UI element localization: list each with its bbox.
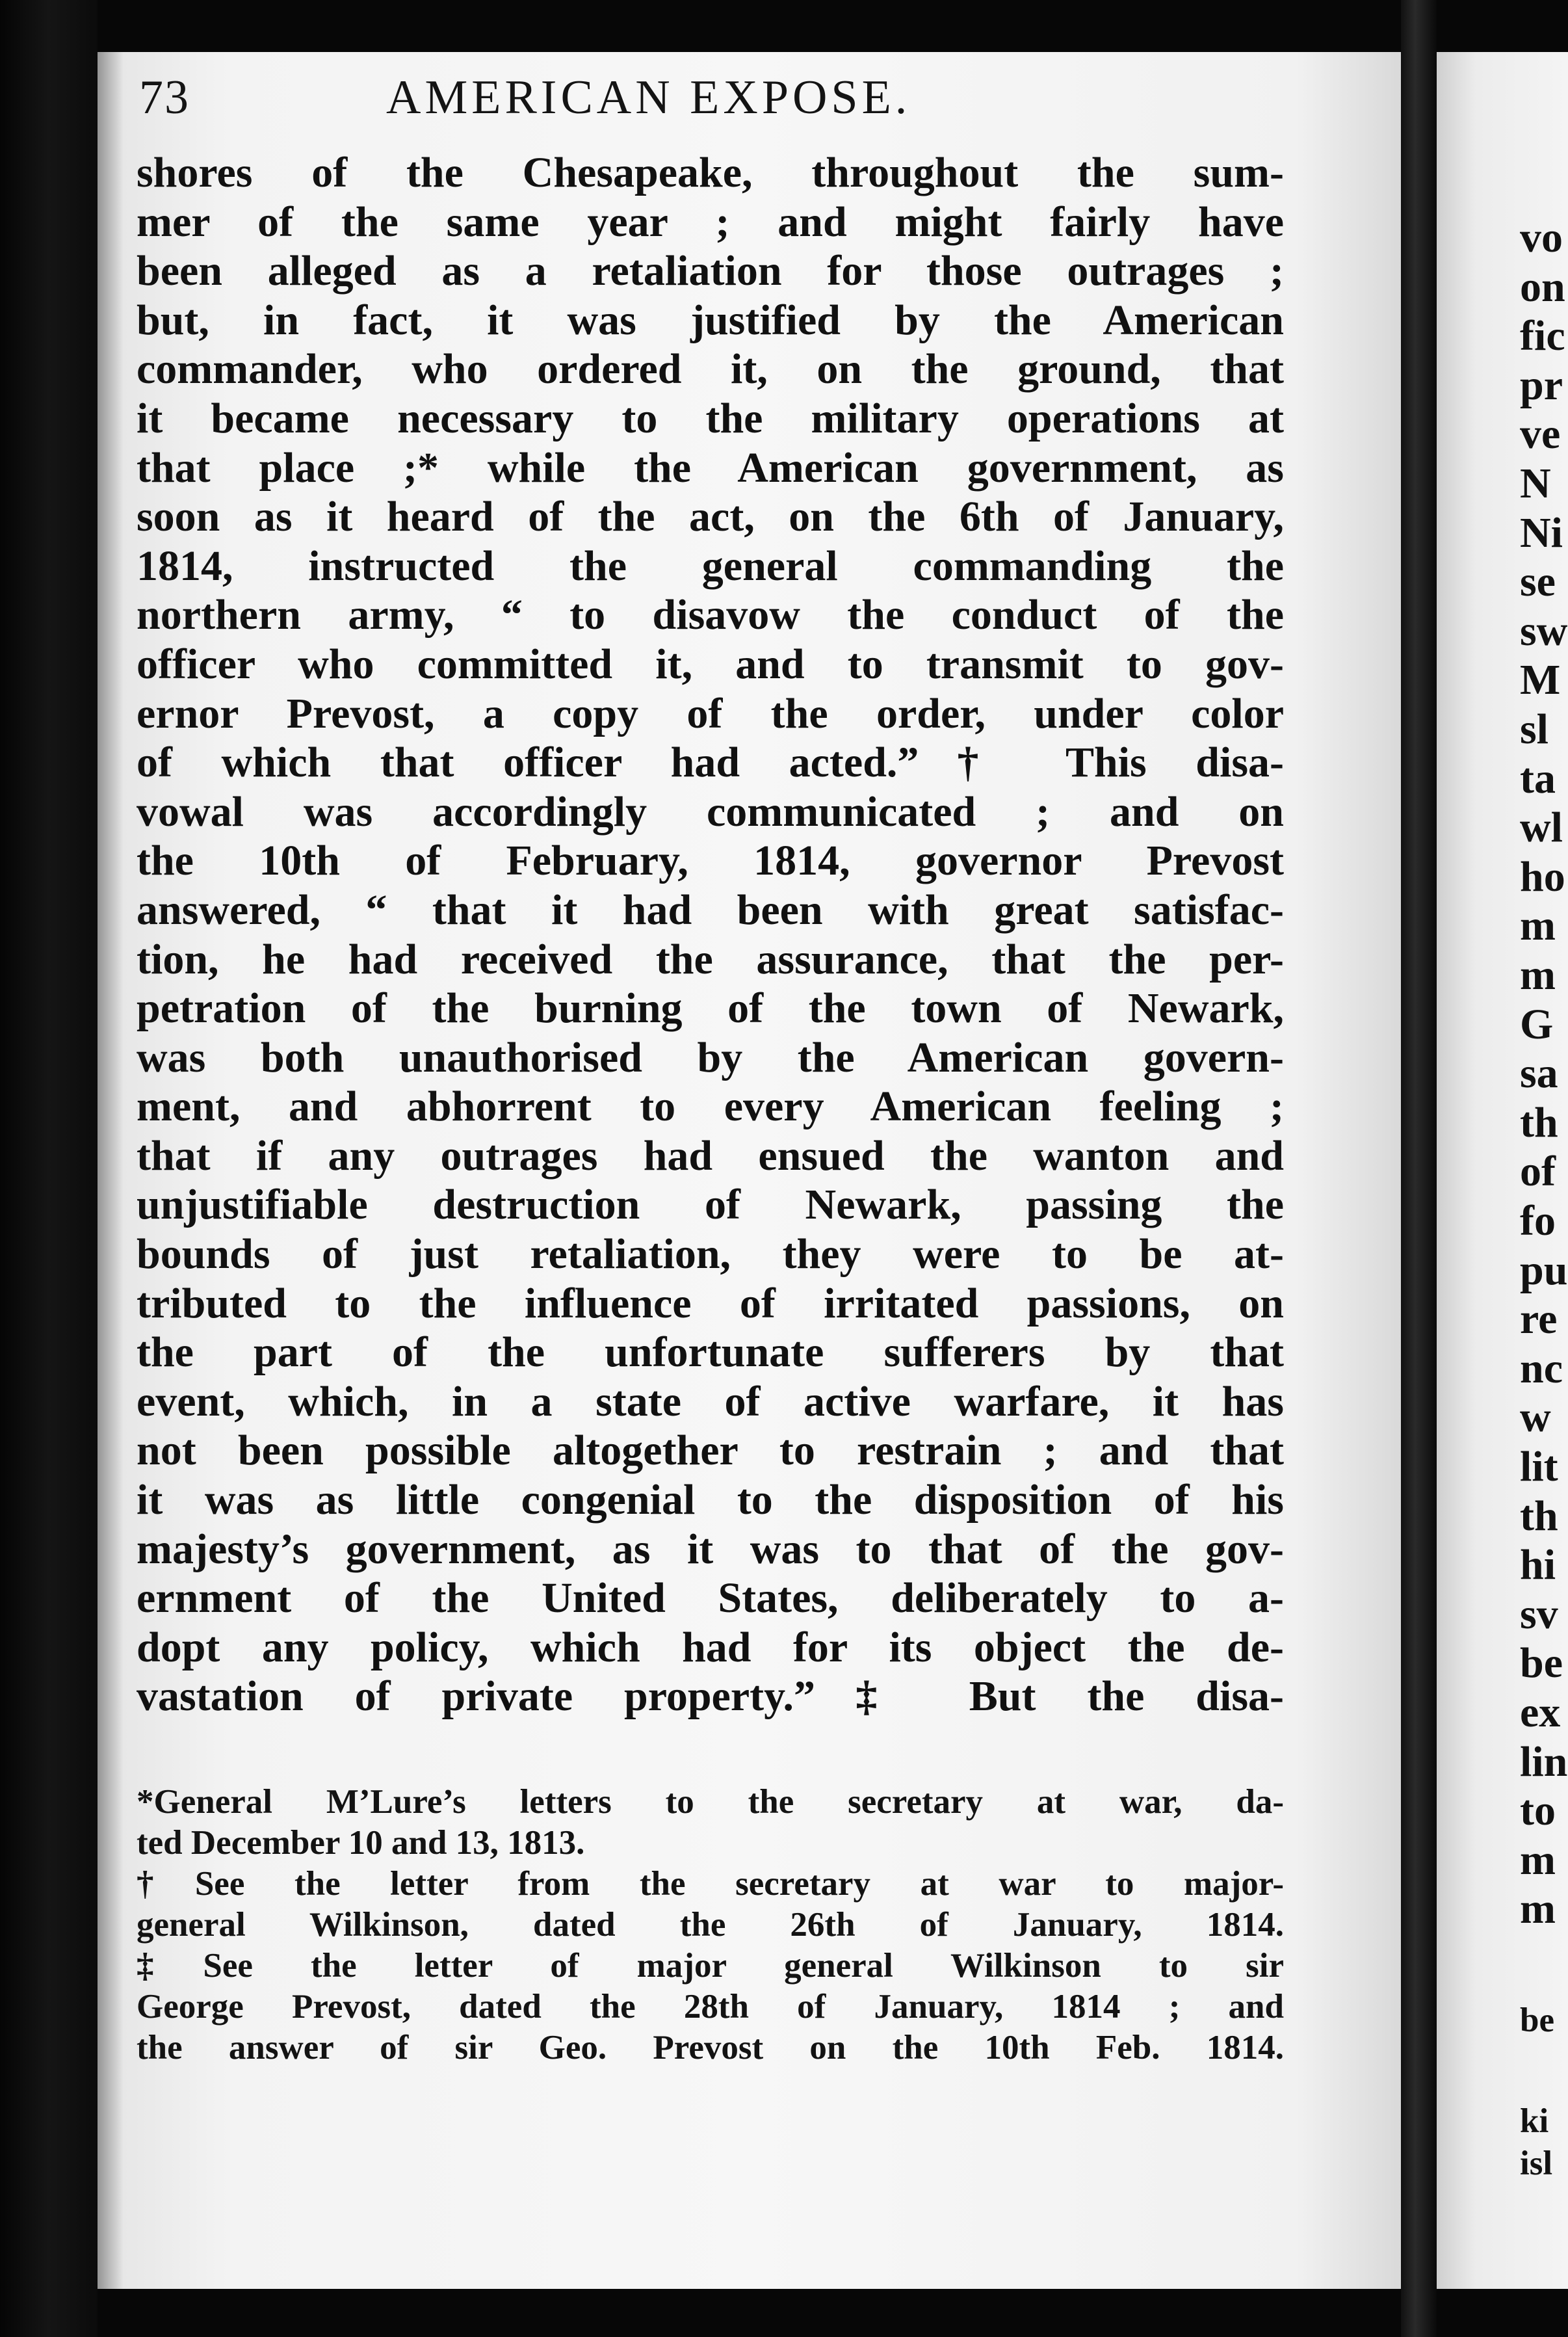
body-line: ernment of the United States, deliberately to a- — [137, 1574, 1284, 1622]
body-line: it was as little congenial to the disposition of his — [137, 1476, 1284, 1524]
facing-page-fragment: of — [1520, 1148, 1556, 1196]
facing-page-fragment: th — [1520, 1492, 1558, 1540]
body-line: was both unauthorised by the American govern- — [137, 1033, 1284, 1081]
body-line: that place ;* while the American government, as — [137, 443, 1284, 492]
facing-page-fragment: N — [1520, 460, 1551, 507]
body-line: majesty’s government, as it was to that of the gov- — [137, 1525, 1284, 1573]
body-line: vastation of private property.”‡ But the disa- — [137, 1672, 1284, 1721]
body-line: petration of the burning of the town of Newark, — [137, 984, 1284, 1033]
footnote-line: *General M’Lure’s letters to the secretary at war, da- — [137, 1783, 1284, 1821]
facing-page-fragment: w — [1520, 1393, 1551, 1442]
body-line: but, in fact, it was justified by the American — [137, 296, 1284, 344]
facing-page-fragment: m — [1520, 1885, 1556, 1933]
facing-page-fragment: Ni — [1520, 508, 1563, 557]
facing-page-fragment: th — [1520, 1098, 1558, 1146]
body-line: vowal was accordingly communicated ; and on — [137, 787, 1284, 836]
facing-page-fragment: fo — [1520, 1197, 1556, 1245]
facing-page-fragment: fic — [1520, 312, 1565, 360]
body-line: soon as it heard of the act, on the 6th of January, — [137, 493, 1284, 541]
body-line: commander, who ordered it, on the ground, that — [137, 345, 1284, 393]
facing-page-fragment: sw — [1520, 607, 1568, 655]
body-line: dopt any policy, which had for its object the de- — [137, 1623, 1284, 1671]
facing-page-fragment: lin — [1520, 1737, 1568, 1786]
body-line: that if any outrages had ensued the wanton and — [137, 1131, 1284, 1180]
facing-page-fragment: se — [1520, 558, 1556, 606]
footnote-line: general Wilkinson, dated the 26th of January, 1814. — [137, 1906, 1284, 1944]
facing-page-fragment: to — [1520, 1787, 1556, 1835]
footnote-line: the answer of sir Geo. Prevost on the 10th Feb. 1814. — [137, 2029, 1284, 2066]
footnote-line: ted December 10 and 13, 1813. — [137, 1824, 585, 1862]
footnotes — [137, 1782, 1284, 2068]
body-line: shores of the Chesapeake, throughout the sum- — [137, 149, 1284, 196]
body-line: 1814, instructed the general commanding the — [137, 542, 1284, 590]
body-line: been alleged as a retaliation for those outrages ; — [137, 247, 1284, 295]
facing-page-fragment: ve — [1520, 410, 1561, 458]
facing-page-fragment: ho — [1520, 852, 1565, 901]
body-line: ment, and abhorrent to every American feeling ; — [137, 1083, 1284, 1131]
facing-page-fragment: sa — [1520, 1050, 1558, 1098]
facing-page-fragment: m — [1520, 902, 1556, 950]
facing-page-fragment: ex — [1520, 1689, 1561, 1736]
facing-page-fragment: m — [1520, 1836, 1556, 1884]
body-line: the part of the unfortunate sufferers by that — [137, 1328, 1284, 1377]
running-title: AMERICAN EXPOSE. — [386, 71, 911, 124]
facing-page-fragment: lit — [1520, 1443, 1558, 1490]
facing-page-fragment: hi — [1520, 1541, 1556, 1589]
body-line: tion, he had received the assurance, that the per- — [137, 935, 1284, 983]
body-line: northern army, “ to disavow the conduct of the — [137, 591, 1284, 639]
facing-page-fragment: sl — [1520, 706, 1549, 753]
body-line: ernor Prevost, a copy of the order, under color — [137, 689, 1284, 737]
body-line: unjustifiable destruction of Newark, passing the — [137, 1181, 1284, 1229]
facing-page-fragment: ta — [1520, 754, 1556, 802]
body-line: officer who committed it, and to transmit to gov- — [137, 640, 1284, 688]
body-line: bounds of just retaliation, they were to be at- — [137, 1230, 1284, 1278]
facing-page-fragment: on — [1520, 263, 1565, 311]
facing-page-fragment: pu — [1520, 1246, 1568, 1294]
facing-page-fragment: ki — [1520, 2102, 1549, 2140]
body-line: of which that officer had acted.”† This disa- — [137, 739, 1284, 787]
facing-page-fragment: re — [1520, 1295, 1558, 1343]
footnote-line: ‡See the letter of major general Wilkinson to sir — [137, 1947, 1284, 1985]
facing-page-fragment: M — [1520, 656, 1561, 704]
footnote-line: George Prevost, dated the 28th of January, 1814 ; and — [137, 1988, 1284, 2026]
facing-page-fragment: sv — [1520, 1590, 1558, 1638]
facing-page-fragment: be — [1520, 2001, 1554, 2039]
facing-page-fragment: be — [1520, 1639, 1563, 1687]
book-spine-gap — [1401, 0, 1437, 2337]
facing-page-fragment: vo — [1520, 214, 1563, 261]
running-head — [139, 70, 1283, 142]
facing-page-fragment: nc — [1520, 1344, 1563, 1392]
page-edge-shadow — [98, 52, 124, 2289]
page-number: 73 — [139, 71, 190, 124]
body-line: tributed to the influence of irritated passions, on — [137, 1279, 1284, 1327]
body-line: answered, “ that it had been with great satisfac- — [137, 886, 1284, 934]
body-line: event, which, in a state of active warfare, it has — [137, 1377, 1284, 1425]
left-binding-gutter — [0, 0, 98, 2337]
footnote-line: †See the letter from the secretary at war to major- — [137, 1865, 1284, 1903]
facing-page-fragment: wl — [1520, 804, 1563, 852]
body-line: it became necessary to the military operations at — [137, 394, 1284, 442]
facing-page-fragment: G — [1520, 1000, 1554, 1048]
body-line: the 10th of February, 1814, governor Prevost — [137, 837, 1284, 885]
facing-page-fragment: pr — [1520, 361, 1563, 409]
body-line: not been possible altogether to restrain ; and that — [137, 1427, 1284, 1475]
facing-page-fragment: isl — [1520, 2145, 1553, 2182]
facing-page-fragment: m — [1520, 951, 1556, 999]
body-line: mer of the same year ; and might fairly have — [137, 198, 1284, 246]
body-text — [137, 148, 1284, 1721]
